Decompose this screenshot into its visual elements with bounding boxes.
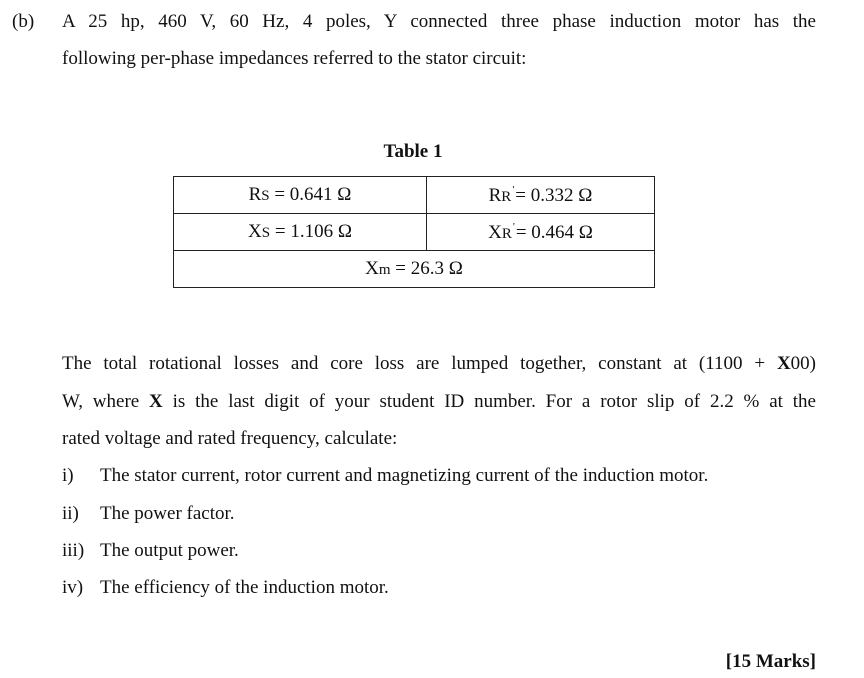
- rs-cell: RS = 0.641 Ω: [174, 177, 427, 214]
- table-row: [174, 251, 655, 288]
- list-item: The output power.: [100, 540, 239, 561]
- xr-cell: XR'= 0.464 Ω: [427, 214, 655, 251]
- list-item-label: ii): [62, 503, 79, 524]
- question-intro-line2: following per-phase impedances referred to the stator circuit:: [62, 48, 527, 69]
- calculate-prompt: rated voltage and rated frequency, calculate:: [62, 428, 398, 449]
- table-title: Table 1: [383, 141, 443, 162]
- table-row: [174, 214, 655, 251]
- list-item-label: i): [62, 465, 74, 486]
- part-label: (b): [12, 11, 35, 32]
- list-item-label: iv): [62, 577, 84, 598]
- table-row: [174, 177, 655, 214]
- list-item-label: iii): [62, 540, 85, 561]
- student-id-paragraph: W, where X is the last digit of your student ID number. For a rotor slip of 2.2 % at the: [62, 391, 816, 412]
- list-item: The stator current, rotor current and magnetizing current of the induction motor.: [100, 465, 709, 486]
- xm-cell: Xm = 26.3 Ω: [174, 251, 655, 288]
- xs-cell: XS = 1.106 Ω: [174, 214, 427, 251]
- list-item: The power factor.: [100, 503, 235, 524]
- impedance-table: [173, 176, 655, 288]
- list-item: The efficiency of the induction motor.: [100, 577, 389, 598]
- marks-label: [15 Marks]: [725, 651, 816, 672]
- losses-paragraph: The total rotational losses and core loss are lumped together, constant at (1100 + X00): [62, 353, 816, 374]
- question-intro-line1: A 25 hp, 460 V, 60 Hz, 4 poles, Y connected three phase induction motor has the: [62, 11, 816, 32]
- rr-cell: RR'= 0.332 Ω: [427, 177, 655, 214]
